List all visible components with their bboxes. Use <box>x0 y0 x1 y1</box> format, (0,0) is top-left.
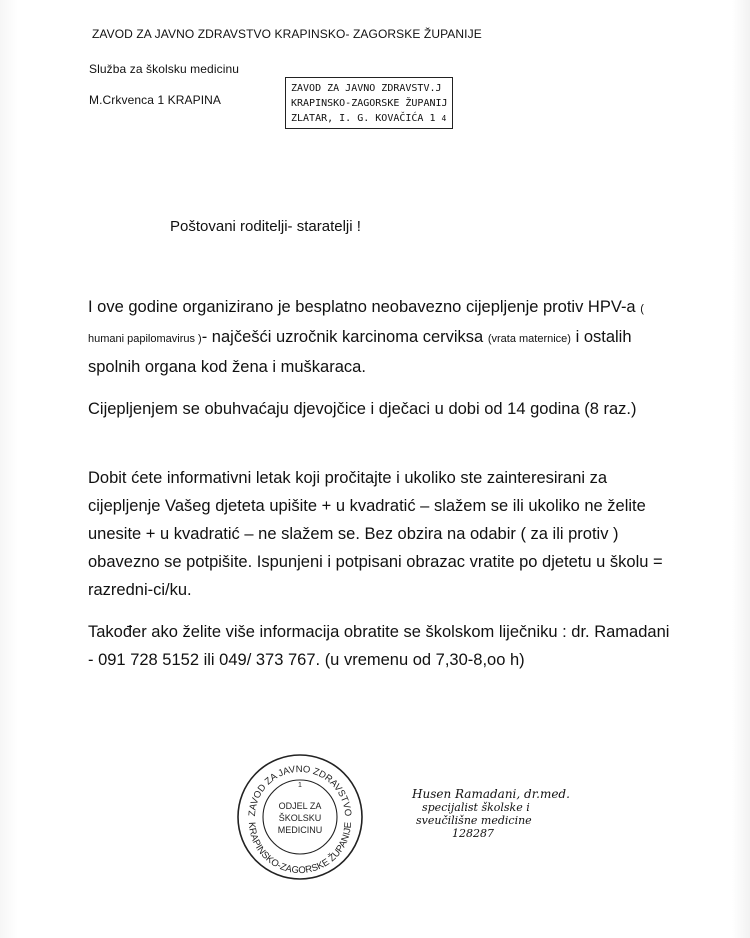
stamp-line-2: KRAPINSKO-ZAGORSKE ŽUPANIJ <box>291 98 448 109</box>
stamp-center-line-2: ŠKOLSKU <box>278 813 322 823</box>
round-stamp <box>235 752 365 882</box>
paragraph-contact: Također ako želite više informacija obratite se školskom liječniku : dr. Ramadani - 091 728 5152 ili 049/ 373 767. (u vremenu od 7,30-8,oo h) <box>88 623 670 669</box>
paragraph-instructions: Dobit ćete informativni letak koji pročitajte i ukoliko ste zainteresirani za cijepljenje Vašeg djeteta upišite + u kvadratić – slažem se ili ukoliko ne želite unesite + u kvadratić – ne slažem se. Bez obzira na odabir ( za ili protiv ) obavezno se potpišite. Ispunjeni i potpisani obrazac vratite po djetetu u školu = razredni-ci/ku. <box>88 469 663 599</box>
stamp-center-line-1: ODJEL ZA <box>278 801 322 811</box>
institution-address: M.Crkvenca 1 KRAPINA <box>89 93 222 107</box>
stamp-ring-bottom-text: KRAPINSKO-ZAGORSKE ŽUPANIJE <box>245 821 355 877</box>
institution-name: ZAVOD ZA JAVNO ZDRAVSTVO KRAPINSKO- ZAGORSKE ŽUPANIJE <box>92 27 482 41</box>
greeting: Poštovani roditelji- staratelji ! <box>170 218 361 235</box>
signature-stamp <box>412 787 570 840</box>
stamp-line-1: ZAVOD ZA JAVNO ZDRAVSTV.J <box>291 83 442 94</box>
signature-title-1: specijalist školske i <box>422 801 530 814</box>
signature-title-2: sveučilišne medicine <box>416 814 532 827</box>
stamp-center-line-3: MEDICINU <box>277 825 323 835</box>
signature-name: Husen Ramadani, dr.med. <box>412 787 570 801</box>
stamp-number: 1 <box>298 782 302 789</box>
stamp-ring-top-text: ZAVOD ZA JAVNO ZDRAVSTVO <box>246 763 354 817</box>
stamp-line-3: ZLATAR, I. G. KOVAČIĆA 1 4 <box>291 113 447 124</box>
paragraph-age-group: Cijepljenjem se obuhvaćaju djevojčice i dječaci u dobi od 14 godina (8 raz.) <box>88 400 637 418</box>
rectangular-stamp <box>285 77 453 129</box>
paragraph-vaccination-info: I ove godine organizirano je besplatno neobavezno cijepljenje protiv HPV-a ( humani papilomavirus )- najčešći uzročnik karcinoma cerviksa (vrata maternice) i ostalih spolnih organa kod žena i muškaraca. <box>88 298 644 376</box>
department-name: Služba za školsku medicinu <box>89 62 240 76</box>
signature-number: 128287 <box>452 827 494 840</box>
